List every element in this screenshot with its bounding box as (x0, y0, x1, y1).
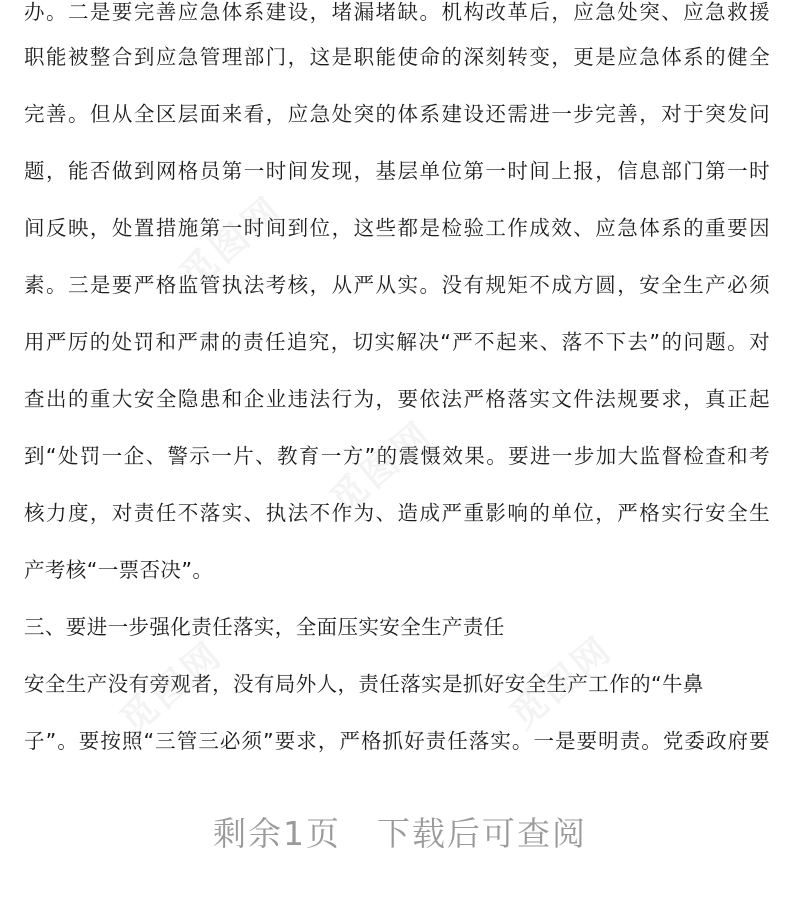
text-line: 产考核“一票否决”。 (24, 558, 214, 582)
text-line: 子”。要按照“三管三必须”要求，严格抓好责任落实。一是要明责。党委政府要 (24, 729, 770, 753)
watermark: 觅图网 (322, 413, 442, 523)
text-line: 间反映，处置措施第一时间到位，这些都是检验工作成效、应急体系的重要因 (24, 216, 770, 240)
section-heading: 三、要进一步强化责任落实，全面压实安全生产责任 (24, 615, 505, 639)
text-line: 办。二是要完善应急体系建设，堵漏堵缺。机构改革后，应急处突、应急救援 (24, 0, 770, 24)
text-line: 到“处罚一企、警示一片、教育一方”的震慑效果。要进一步加大监督检查和考 (24, 444, 770, 468)
text-line: 用严厉的处罚和严肃的责任追究，切实解决“严不起来、落不下去”的问题。对 (24, 330, 770, 354)
remaining-pages-notice[interactable] (0, 808, 800, 860)
text-line: 职能被整合到应急管理部门，这是职能使命的深刻转变，更是应急体系的健全 (24, 45, 770, 69)
watermark: 觅图网 (502, 628, 622, 738)
text-line: 题，能否做到网格员第一时间发现，基层单位第一时间上报，信息部门第一时 (24, 159, 770, 183)
text-line: 查出的重大安全隐患和企业违法行为，要依法严格落实文件法规要求，真正起 (24, 387, 770, 411)
text-line: 完善。但从全区层面来看，应急处突的体系建设还需进一步完善，对于突发问 (24, 102, 770, 126)
remaining-pages-label: 剩余1页 (213, 814, 341, 853)
watermark: 觅图网 (112, 633, 232, 743)
text-line: 核力度，对责任不落实、执法不作为、造成严重影响的单位，严格实行安全生 (24, 501, 770, 525)
watermark: 觅图网 (172, 188, 292, 298)
text-line: 安全生产没有旁观者，没有局外人，责任落实是抓好安全生产工作的“牛鼻 (24, 672, 704, 696)
download-hint-label: 下载后可查阅 (377, 814, 587, 853)
text-line: 素。三是要严格监管执法考核，从严从实。没有规矩不成方圆，安全生产必须 (24, 273, 770, 297)
